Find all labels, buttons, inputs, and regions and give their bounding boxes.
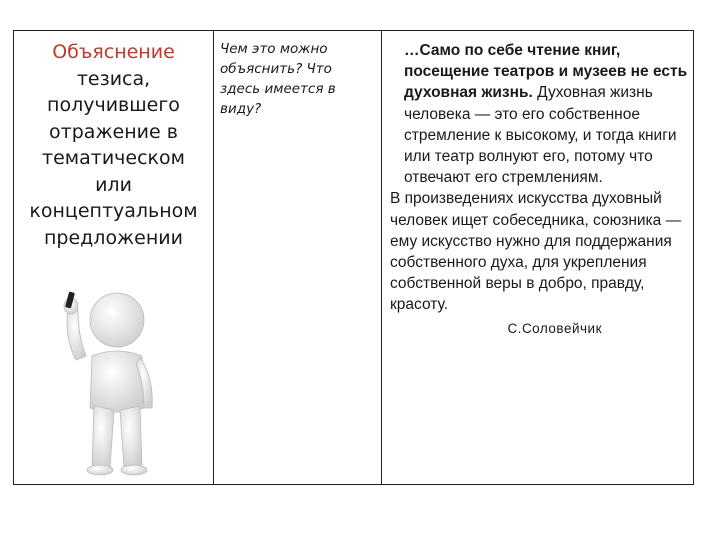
column-1-line: концептуальном [29,200,198,222]
column-divider-1 [213,31,214,484]
quote-paragraph-1 [390,40,690,188]
column-1-line: предложении [43,226,183,249]
column-1-line: отражение в [49,120,178,143]
column-3-cell [390,40,690,339]
quote-rest-text: Духовная жизнь человека — это его собственное стремление к высокому, и тогда книги или театр волнуют его, потому что отвечают его стремлениям. [404,84,677,187]
quote-author: С.Соловейчик [507,320,602,336]
column-1-line: или [95,173,132,196]
quote-paragraph-2: В произведениях искусства духовный человек ищет собеседника, союзника — ему искусство нужно для поддержания собственного духа, для укрепления собственной веры в добро, правду, красоту. [390,190,682,314]
column-1-heading: Объяснение [52,41,175,63]
column-1-line: получившего [47,94,180,116]
column-divider-2 [381,31,382,484]
person-holding-marker-icon [40,268,190,478]
column-1-line: тезиса, [76,67,151,90]
column-1-cell [14,39,213,251]
column-2-question: Чем это можно объяснить? Что здесь имеется в виду? [220,41,336,117]
quote-bold-text: …Само по себе чтение книг, посещение театров и музеев не есть духовная жизнь. [404,42,688,102]
column-1-line: тематическом [42,147,185,169]
